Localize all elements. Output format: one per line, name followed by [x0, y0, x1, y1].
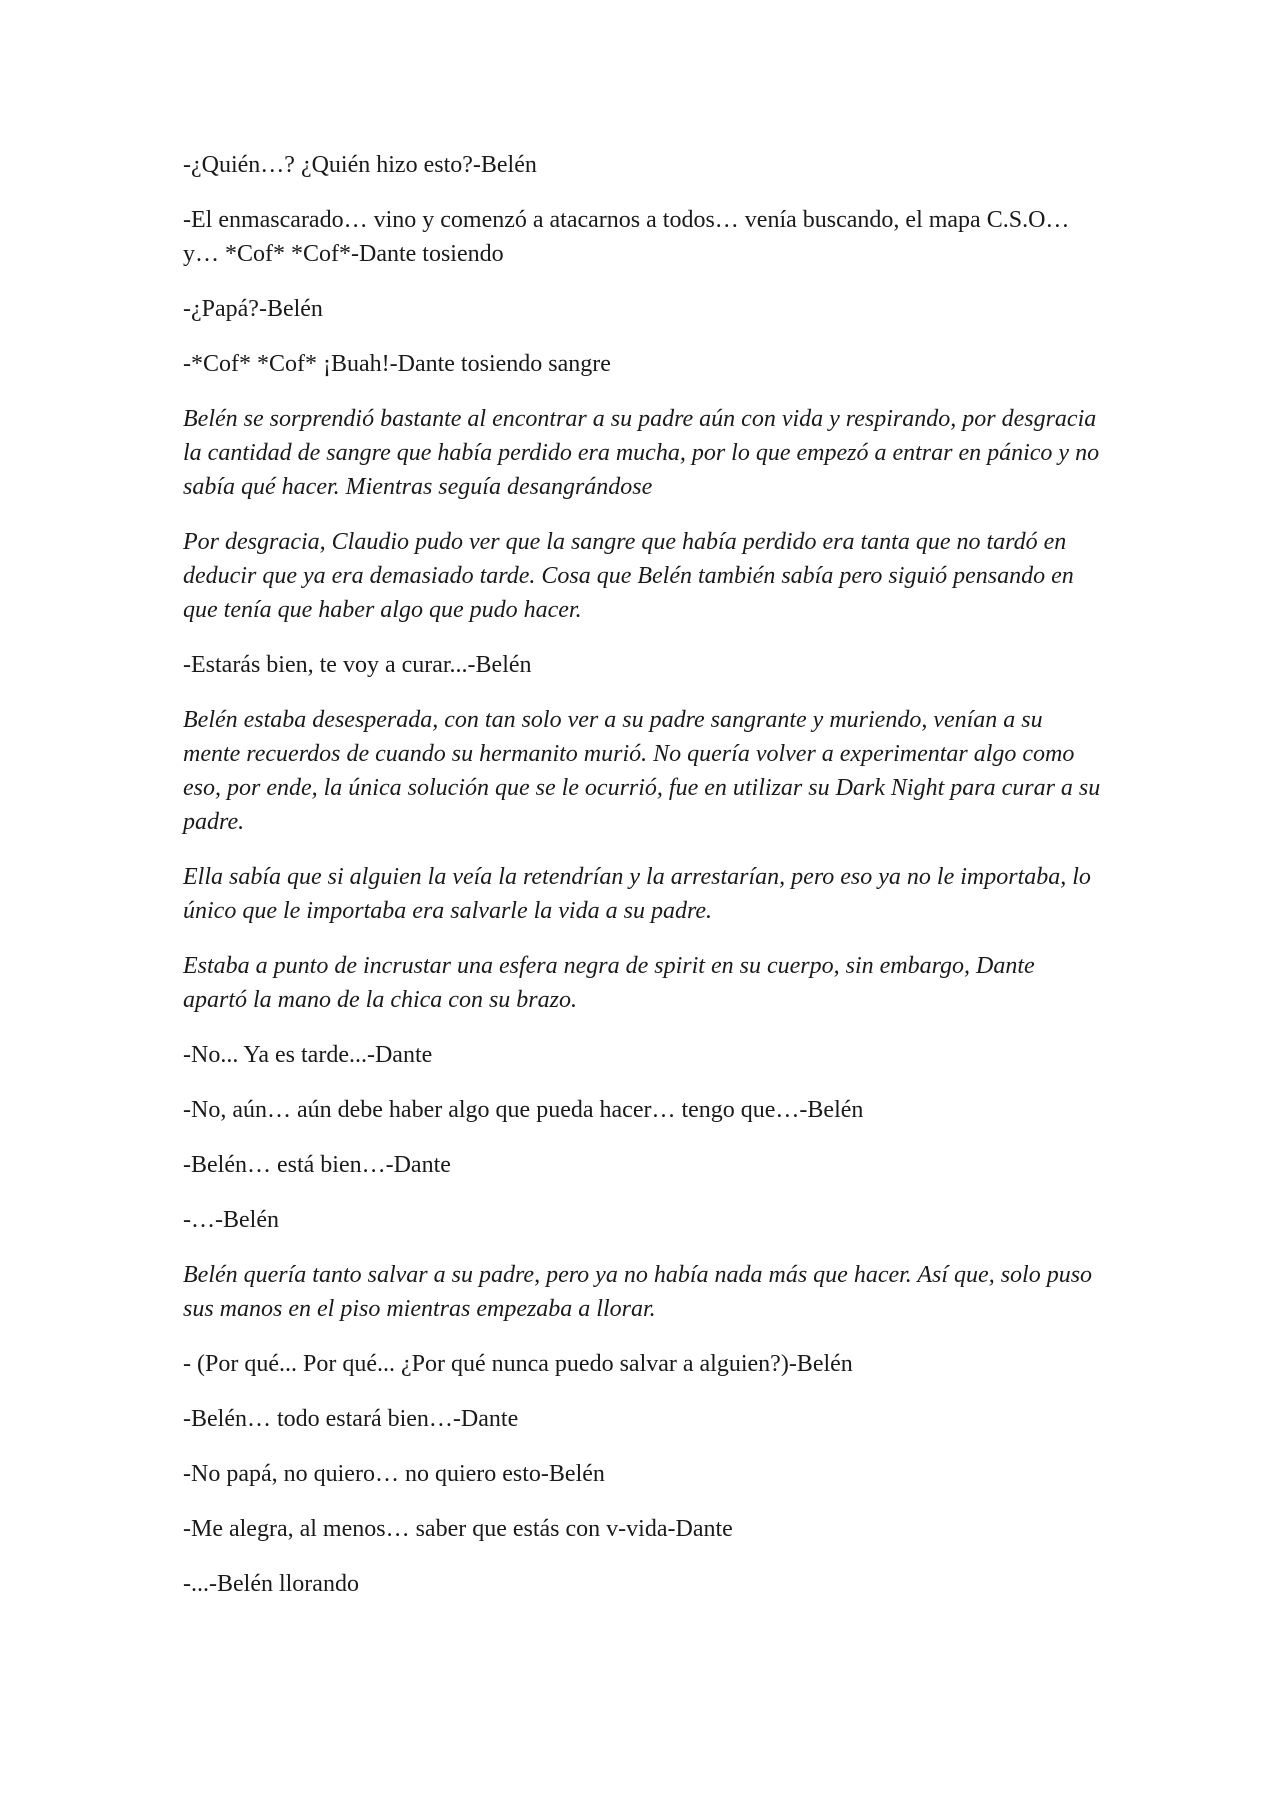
paragraph-13: -Belén… está bien…-Dante — [183, 1152, 451, 1178]
paragraph-16: - (Por qué... Por qué... ¿Por qué nunca puedo salvar a alguien?)-Belén — [183, 1351, 853, 1377]
paragraph-8: Belén estaba desesperada, con tan solo ver a su padre sangrante y muriendo, venían a su mente recuerdos de cuando su hermanito murió. No quería volver a experimentar algo como eso, por ende, la única solución que se le ocurrió, fue en utilizar su Dark Night para curar a su padre. — [183, 707, 1101, 835]
paragraph-7: -Estarás bien, te voy a curar...-Belén — [183, 652, 532, 678]
paragraph-11: -No... Ya es tarde...-Dante — [183, 1042, 433, 1068]
paragraph-12: -No, aún… aún debe haber algo que pueda hacer… tengo que…-Belén — [183, 1097, 864, 1123]
paragraph-17: -Belén… todo estará bien…-Dante — [183, 1406, 519, 1432]
paragraph-20: -...-Belén llorando — [183, 1571, 359, 1597]
paragraph-6: Por desgracia, Claudio pudo ver que la sangre que había perdido era tanta que no tardó en deducir que ya era demasiado tarde. Cosa que Belén también sabía pero siguió pensando en que tenía que haber algo que pudo hacer. — [183, 529, 1074, 623]
paragraph-3: -¿Papá?-Belén — [183, 296, 323, 322]
paragraph-9: Ella sabía que si alguien la veía la retendrían y la arrestarían, pero eso ya no le importaba, lo único que le importaba era salvarle la vida a su padre. — [183, 864, 1091, 924]
paragraph-2: -El enmascarado… vino y comenzó a atacarnos a todos… venía buscando, el mapa C.S.O… y… *Cof* *Cof*-Dante tosiendo — [183, 207, 1070, 267]
paragraph-10: Estaba a punto de incrustar una esfera negra de spirit en su cuerpo, sin embargo, Dante apartó la mano de la chica con su brazo. — [183, 953, 1035, 1013]
paragraph-5: Belén se sorprendió bastante al encontrar a su padre aún con vida y respirando, por desgracia la cantidad de sangre que había perdido era mucha, por lo que empezó a entrar en pánico y no sabía qué hacer. Mientras seguía desangrándose — [183, 406, 1100, 500]
paragraph-4: -*Cof* *Cof* ¡Buah!-Dante tosiendo sangre — [183, 351, 611, 377]
document-body — [183, 148, 1103, 1622]
paragraph-1: -¿Quién…? ¿Quién hizo esto?-Belén — [183, 152, 537, 178]
paragraph-19: -Me alegra, al menos… saber que estás con v-vida-Dante — [183, 1516, 733, 1542]
paragraph-15: Belén quería tanto salvar a su padre, pero ya no había nada más que hacer. Así que, solo puso sus manos en el piso mientras empezaba a llorar. — [183, 1262, 1093, 1322]
paragraph-18: -No papá, no quiero… no quiero esto-Belén — [183, 1461, 605, 1487]
paragraph-14: -…-Belén — [183, 1207, 279, 1233]
